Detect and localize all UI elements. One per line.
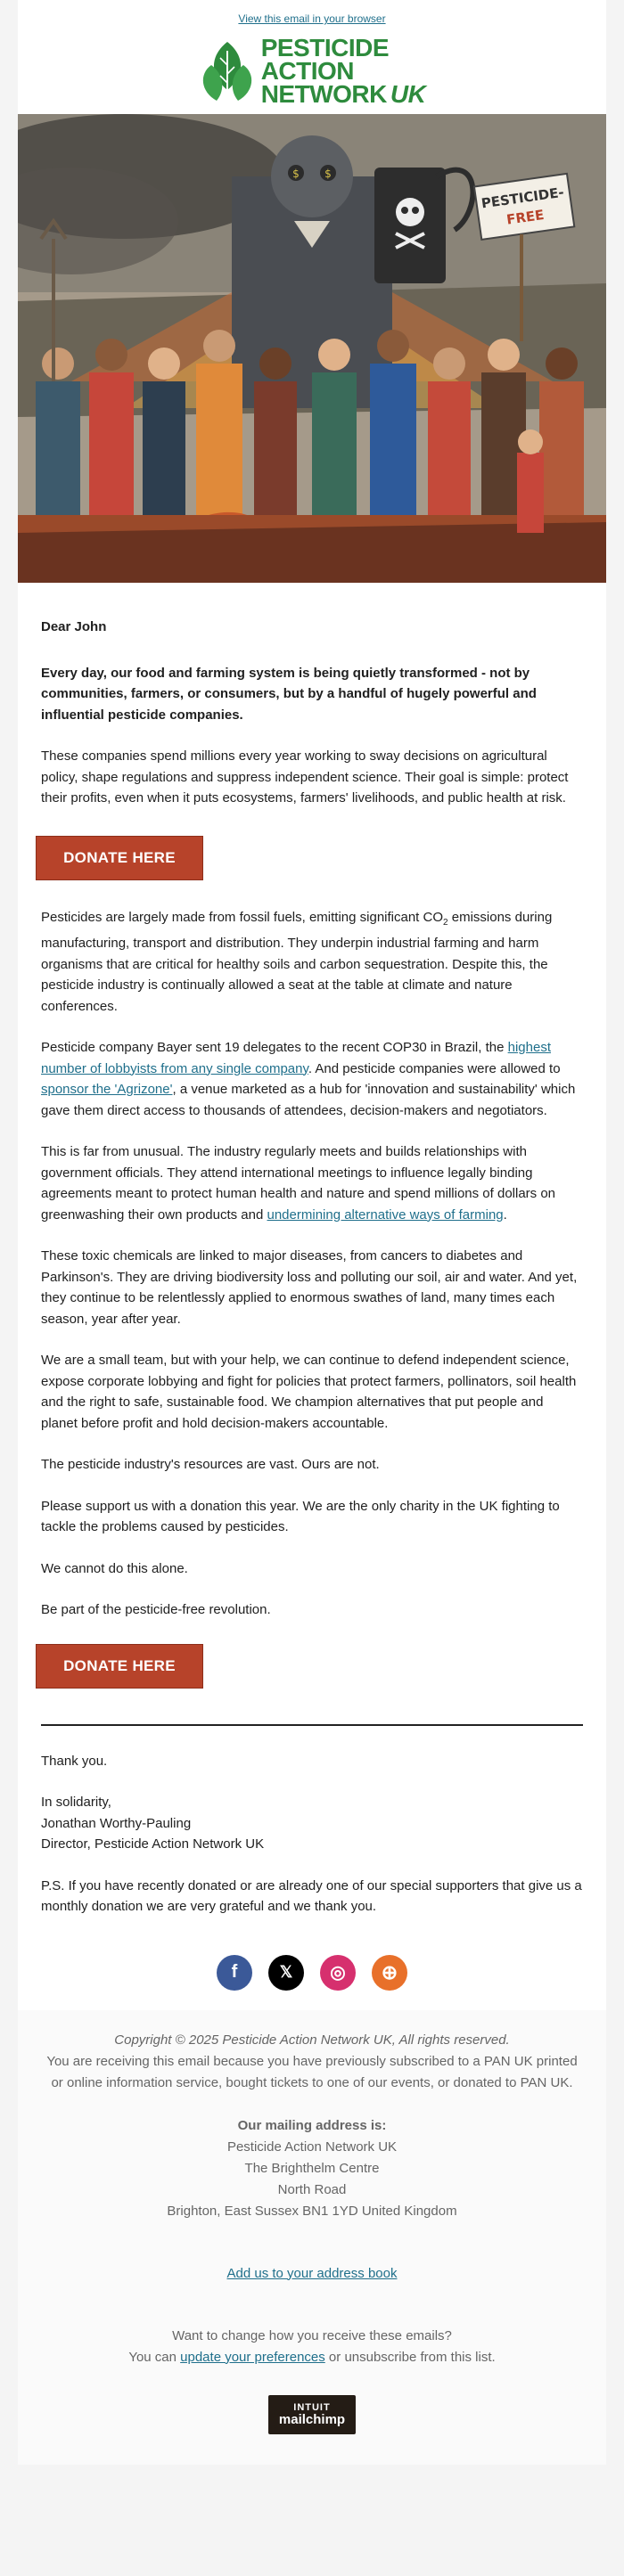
address-line-4: Brighton, East Sussex BN1 1YD United Kingdom — [167, 2203, 457, 2219]
x-icon[interactable]: 𝕏 — [268, 1955, 304, 1991]
copyright-text: Copyright © 2025 Pesticide Action Network UK, All rights reserved. — [114, 2032, 510, 2048]
logo-line-pesticide: PESTICIDE — [260, 34, 389, 62]
postscript: P.S. If you have recently donated or are already one of our special supporters that give us a monthly donation we are very grateful and we thank you. — [41, 1877, 582, 1914]
p4-text-a: This is far from unusual. The industry regularly meets and builds relationships with government officials. They attend international meetings to influence legally binding agreements meant to protect human health and nature and spend millions of dollars on greenwashing their own products and — [41, 1144, 556, 1223]
address-line-2: The Brighthelm Centre — [244, 2160, 380, 2176]
instagram-icon[interactable]: ◎ — [320, 1955, 356, 1991]
paragraph-fossil-fuels — [41, 907, 583, 1018]
preferences-line — [45, 2347, 579, 2368]
update-preferences-link[interactable]: update your preferences — [180, 2349, 325, 2365]
p3-text-a: Pesticide company Bayer sent 19 delegates to the recent COP30 in Brazil, the — [41, 1040, 508, 1055]
paragraph-lobbying: These companies spend millions every year working to sway decisions on agricultural policy, shape regulations and suppress independent science. Their goal is simple: protect their profits, even when it puts ecosystems, farmers' livelihoods, and public health at risk. — [41, 748, 569, 806]
signer-name: Jonathan Worthy-Pauling — [41, 1815, 192, 1831]
p4-text-b: . — [503, 1206, 507, 1223]
footer — [18, 2010, 606, 2465]
svg-text:$: $ — [292, 168, 300, 180]
paragraph-cannot-alone: We cannot do this alone. — [41, 1560, 188, 1576]
paragraph-bayer-cop30 — [41, 1037, 583, 1121]
co2-subscript: 2 — [443, 917, 448, 928]
paragraph-government — [41, 1141, 583, 1225]
email-body — [18, 583, 606, 809]
svg-text:$: $ — [324, 168, 332, 180]
signer-role: Director, Pesticide Action Network UK — [41, 1836, 265, 1852]
paragraph-diseases: These toxic chemicals are linked to major diseases, from cancers to diabetes and Parkinson's. They are driving biodiversity loss and polluting our soil, air and water. And yet, they continue to be relentlessly applied to enormous swathes of land, many times each season, year after year. — [41, 1248, 578, 1327]
logo-uk: UK — [390, 79, 426, 108]
donate-button-bottom[interactable]: DONATE HERE — [36, 1644, 203, 1689]
thanks-text: Thank you. — [41, 1753, 108, 1769]
change-text-a: You can — [128, 2349, 181, 2365]
pan-uk-logo[interactable] — [18, 34, 606, 109]
mailchimp-intuit-text: INTUIT — [293, 2401, 331, 2413]
mailchimp-badge[interactable] — [268, 2395, 356, 2434]
sign-line-2: FREE — [505, 207, 546, 228]
paragraph-small-team: We are a small team, but with your help, we can continue to defend independent science, expose corporate lobbying and fight for policies that protect farmers, pollinators, soil health and the right to safe, sustainable food. We champion alternatives that put people and planet before profit and hold decision-makers accountable. — [41, 1353, 577, 1431]
p3-text-b: . And pesticide companies were allowed to — [308, 1060, 561, 1076]
view-in-browser-link[interactable]: View this email in your browser — [238, 12, 386, 25]
logo-line-action: ACTION — [260, 57, 355, 86]
view-in-browser-row — [18, 0, 606, 25]
address-line-3: North Road — [277, 2181, 347, 2197]
change-text-b: or unsubscribe from this list. — [324, 2349, 496, 2365]
website-globe-icon[interactable]: ⊕ — [372, 1955, 407, 1991]
lead-paragraph: Every day, our food and farming system is being quietly transformed - not by communities, farmers, or consumers, but by a handful of hugely powerful and influential pesticide companies. — [41, 665, 537, 723]
facebook-icon[interactable]: f — [217, 1955, 252, 1991]
logo-wordmark — [260, 34, 426, 108]
agrizone-link[interactable]: sponsor the 'Agrizone' — [41, 1082, 173, 1097]
signature-block — [18, 1751, 606, 1918]
hero-illustration — [18, 114, 606, 583]
greeting: Dear John — [41, 619, 107, 634]
logo-line-network: NETWORK — [260, 79, 387, 108]
change-question: Want to change how you receive these emails? — [172, 2327, 452, 2343]
paragraph-resources: The pesticide industry's resources are vast. Ours are not. — [41, 1457, 380, 1472]
divider — [41, 1724, 583, 1726]
email-body-continued — [18, 907, 606, 1621]
subscription-reason: You are receiving this email because you have previously subscribed to a PAN UK printed or online information service, bought tickets to one of our events, or donated to PAN UK. — [46, 2053, 578, 2090]
p3-text-c: , a venue marketed as a hub for 'innovation and sustainability' which gave them direct access to thousands of attendees, decision-makers and negotiators. — [41, 1082, 576, 1118]
p2-text-a: Pesticides are largely made from fossil fuels, emitting significant CO — [41, 909, 444, 925]
address-line-1: Pesticide Action Network UK — [226, 2138, 398, 2155]
email-container — [18, 0, 606, 2465]
sign-line-1: PESTICIDE- — [480, 184, 565, 212]
signoff-text: In solidarity, — [41, 1795, 111, 1810]
donate-row-1 — [18, 836, 606, 880]
lobbyists-link[interactable]: highest number of lobbyists from any single company — [41, 1040, 551, 1076]
address-book-link[interactable]: Add us to your address book — [226, 2265, 398, 2281]
mailchimp-text: mailchimp — [278, 2411, 346, 2427]
donate-row-2 — [18, 1644, 606, 1689]
p2-text-b: emissions during manufacturing, transport and distribution. They underpin industrial farming and harm organisms that are critical for healthy soils and carbon sequestration. Despite this, the pesticide industry is continually allowed a seat at the table at climate and nature conferences. — [41, 909, 553, 1014]
alternative-farming-link[interactable]: undermining alternative ways of farming — [267, 1206, 504, 1223]
leaf-logo-icon — [199, 38, 256, 104]
donate-button-top[interactable]: DONATE HERE — [36, 836, 203, 880]
paragraph-support: Please support us with a donation this year. We are the only charity in the UK fighting to tackle the problems caused by pesticides. — [41, 1498, 560, 1534]
paragraph-revolution: Be part of the pesticide-free revolution. — [41, 1602, 271, 1617]
social-links — [18, 1918, 606, 2010]
address-heading: Our mailing address is: — [237, 2117, 387, 2133]
